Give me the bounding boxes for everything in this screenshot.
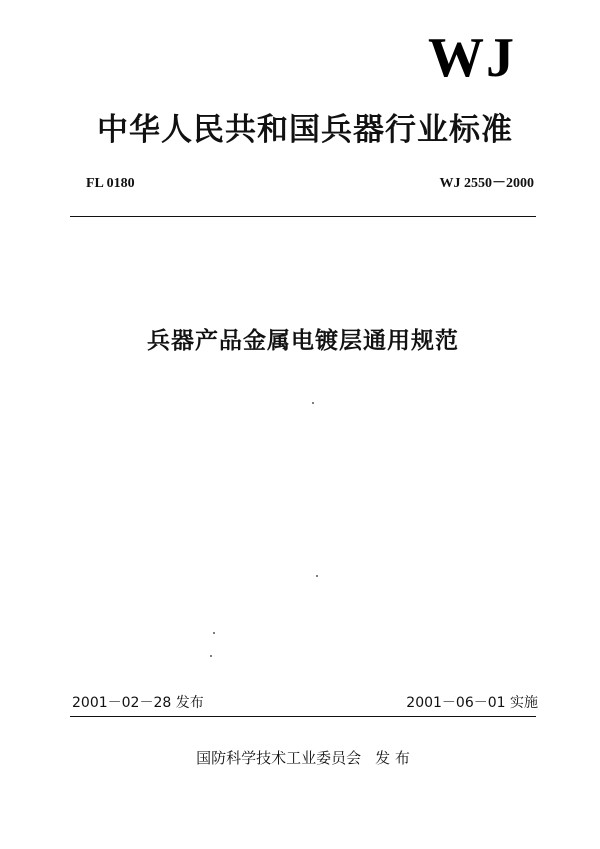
issuer-line: [70, 748, 536, 768]
issuer-organization: 国防科学技术工业委员会: [196, 749, 362, 767]
issue-date: 2001－02－28 发布: [72, 695, 204, 711]
implementation-date: 2001－06－01 实施: [406, 695, 538, 711]
standard-organization-heading: 中华人民共和国兵器行业标准: [97, 112, 513, 148]
standard-number: WJ 2550－2000: [439, 176, 534, 191]
classification-code: FL 0180: [86, 176, 135, 191]
scan-speck: [312, 402, 314, 404]
issuer-action: 发 布: [375, 749, 410, 767]
scan-speck: [210, 655, 212, 657]
footer-divider: [70, 716, 536, 717]
document-title: 兵器产品金属电镀层通用规范: [147, 328, 459, 354]
header-divider: [70, 216, 536, 217]
wj-logo: WJ: [428, 27, 516, 89]
scan-speck: [213, 632, 215, 634]
scan-speck: [316, 575, 318, 577]
